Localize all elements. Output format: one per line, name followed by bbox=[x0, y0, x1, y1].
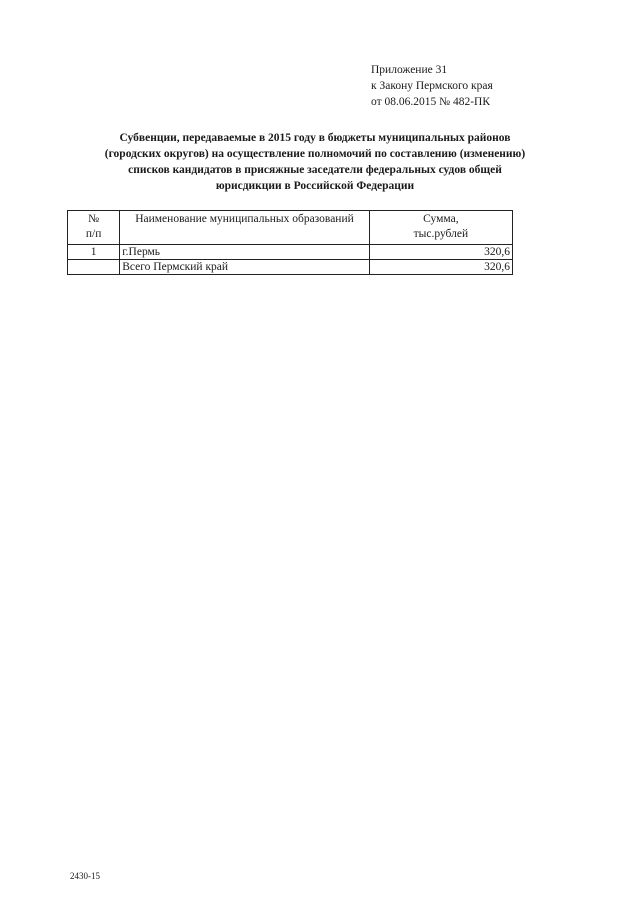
appendix-reference bbox=[371, 62, 571, 110]
row-number: 1 bbox=[68, 245, 120, 260]
title-line-3: списков кандидатов в присяжные заседатели федеральных судов общей bbox=[128, 164, 502, 176]
title-line-4: юрисдикции в Российской Федерации bbox=[215, 180, 415, 192]
header-number-line1: № bbox=[88, 213, 100, 225]
header-sum-line1: Сумма, bbox=[423, 213, 459, 225]
appendix-date: от 08.06.2015 № 482-ПК bbox=[371, 96, 491, 108]
header-sum bbox=[369, 211, 512, 245]
appendix-number: Приложение 31 bbox=[371, 64, 448, 76]
row-sum: 320,6 bbox=[369, 245, 512, 260]
row-number bbox=[68, 260, 120, 275]
header-number bbox=[68, 211, 120, 245]
row-sum: 320,6 bbox=[369, 260, 512, 275]
header-number-line2: п/п bbox=[85, 228, 102, 240]
title-line-2: (городских округов) на осуществление полномочий по составлению (изменению) bbox=[104, 148, 526, 160]
appendix-law: к Закону Пермского края bbox=[371, 80, 493, 92]
subventions-table bbox=[67, 210, 513, 275]
header-sum-line2: тыс.рублей bbox=[413, 228, 469, 240]
document-code: 2430-15 bbox=[70, 871, 100, 881]
table-row-total bbox=[68, 260, 513, 275]
table-header-row bbox=[68, 211, 513, 245]
table-row bbox=[68, 245, 513, 260]
header-name: Наименование муниципальных образований bbox=[120, 211, 370, 245]
title-line-1: Субвенции, передаваемые в 2015 году в бюджеты муниципальных районов bbox=[119, 132, 511, 144]
document-title bbox=[60, 130, 570, 194]
row-name: Всего Пермский край bbox=[120, 260, 370, 275]
row-name: г.Пермь bbox=[120, 245, 370, 260]
